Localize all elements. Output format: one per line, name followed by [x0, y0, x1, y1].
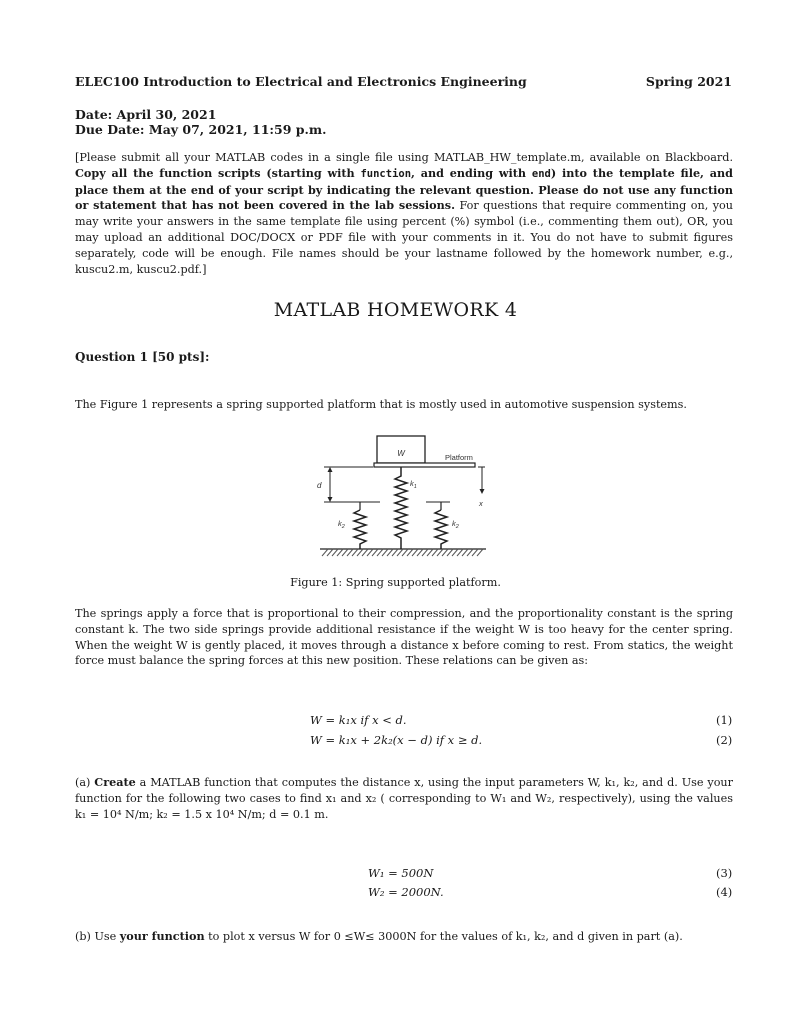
left-spring	[354, 510, 366, 549]
center-spring	[395, 467, 407, 549]
instructions-bold-1: Copy all the function scripts (starting with	[75, 165, 361, 180]
equation-2-number: (2)	[716, 733, 733, 747]
figure-caption: Figure 1: Spring supported platform.	[290, 576, 501, 589]
k1-label	[410, 479, 417, 490]
k1-letter: k	[410, 479, 414, 488]
date: Date: April 30, 2021	[75, 107, 217, 122]
ground-hatch	[322, 549, 483, 556]
equation-2: W = k₁x + 2k₂(x − d) if x ≥ d.	[310, 733, 483, 747]
part-b-text: to plot x versus W for 0 ≤W≤ 3000N for the values of k₁, k₂, and d given in part (a).	[204, 930, 683, 943]
equation-3-number: (3)	[716, 866, 733, 880]
part-b-bold: your function	[119, 929, 205, 943]
instructions-rest: For questions that require commenting on, you may write your answers in the same template file using percent (%) symbol (i.e., commenting them out), OR, you may upload an additional DOC/DOCX or PDF file with your comments in it. You do not have to submit figures separately, code will be enough. File names should be your lastname followed by the homework number, e.g., kuscu2.m, kuscu2.pdf.]	[75, 199, 733, 276]
equation-1-number: (1)	[716, 713, 733, 727]
x-arrow-head	[480, 489, 485, 494]
k2-right-label	[452, 519, 459, 530]
course-title: ELEC100 Introduction to Electrical and Electronics Engineering	[75, 74, 527, 89]
instructions-bold-3: ) into the template file, and place them at the end of your script by indicating the relevant question. Please do not use any function or statement that has not been covered in the lab sessions.	[75, 165, 733, 213]
code-end: end	[531, 167, 551, 180]
question-intro: The Figure 1 represents a spring supported platform that is mostly used in automotive suspension systems.	[75, 398, 687, 411]
part-a	[75, 775, 733, 822]
equation-1: W = k₁x if x < d.	[310, 713, 407, 727]
springs-paragraph: The springs apply a force that is proportional to their compression, and the proportionality constant is the spring constant k. The two side springs provide additional resistance if the weight W is too heavy for the center spring. When the weight W is gently placed, it moves through a distance x before coming to rest. From statics, the weight force must balance the spring forces at this new position. These relations can be given as:	[75, 607, 733, 668]
equation-3: W₁ = 500N	[368, 866, 434, 880]
k2-left-subscript: 2	[341, 524, 345, 530]
platform	[374, 463, 475, 467]
spring-platform-figure	[300, 432, 492, 564]
question-heading: Question 1 [50 pts]:	[75, 350, 210, 364]
part-a-text: a MATLAB function that computes the distance x, using the input parameters W, k₁, k₂, and d. Use your function for the following two cases to find x₁ and x₂ ( corresponding to W₁ and W₂, respectively), using the values k₁ = 10⁴ N/m; k₂ = 1.5 x 10⁴ N/m; d = 0.1 m.	[75, 776, 733, 821]
k1-subscript: 1	[413, 484, 417, 490]
term: Spring 2021	[645, 74, 732, 89]
k2-right-subscript: 2	[455, 524, 459, 530]
part-b	[75, 929, 735, 945]
equation-4-number: (4)	[716, 885, 733, 899]
code-function: function	[360, 167, 412, 180]
d-arrow-head-bottom	[328, 497, 333, 502]
instructions-paragraph	[75, 150, 733, 277]
d-arrow-head-top	[328, 467, 333, 472]
page-title: MATLAB HOMEWORK 4	[273, 299, 518, 321]
due-date: Due Date: May 07, 2021, 11:59 p.m.	[75, 122, 327, 137]
part-a-prefix: (a)	[75, 776, 95, 789]
weight-label: W	[397, 449, 405, 458]
k2-left-letter: k	[338, 519, 342, 528]
d-label: d	[317, 481, 322, 490]
instructions-intro: [Please submit all your MATLAB codes in a single file using MATLAB_HW_template.m, available on Blackboard.	[75, 151, 733, 164]
platform-label: Platform	[445, 453, 473, 462]
x-label: x	[479, 499, 483, 508]
k2-left-label	[338, 519, 345, 530]
instructions-bold-2: , and ending with	[411, 165, 532, 180]
part-a-bold: Create	[94, 775, 136, 789]
equation-4: W₂ = 2000N.	[368, 885, 444, 899]
right-spring	[435, 510, 447, 549]
k2-right-letter: k	[452, 519, 456, 528]
part-b-prefix: (b) Use	[75, 930, 120, 943]
